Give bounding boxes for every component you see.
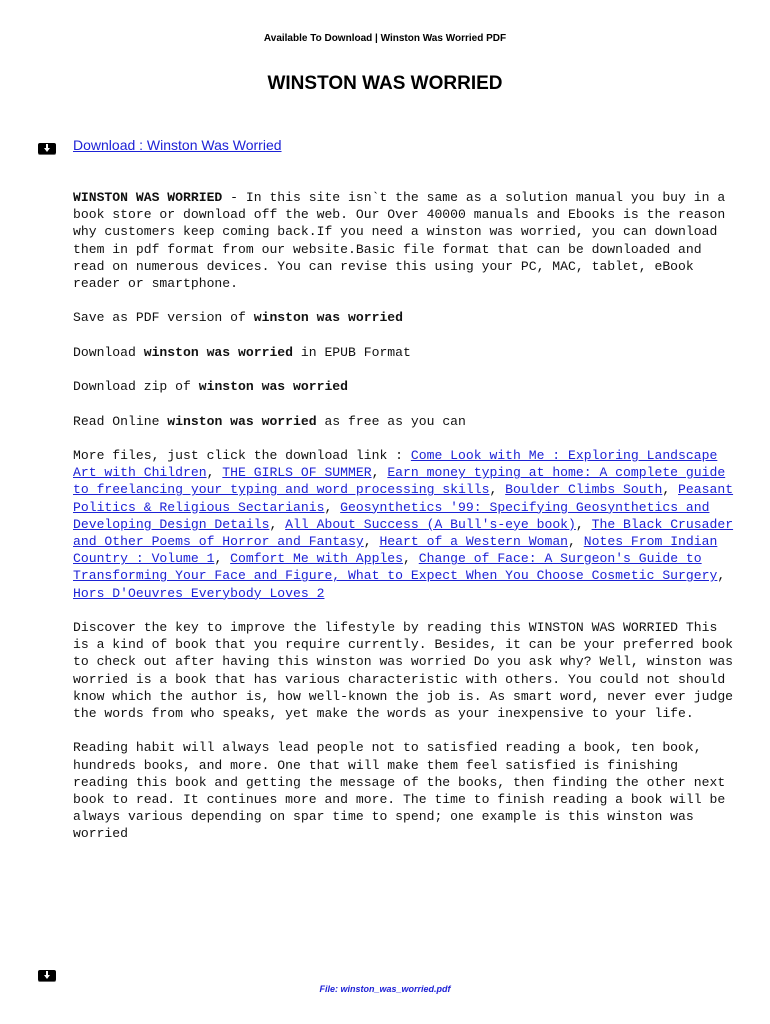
discover-paragraph: Discover the key to improve the lifestyle by reading this WINSTON WAS WORRIED This is a kind of book that you require currently. Besides, it can be your preferred book to check out after having this winston was worried Do you ask why? Well, winston was worried is a book that has various characteristic with others. You could not should know which the author is, how well-known the job is. As smart word, never ever judge the words from who speaks, yet make the words as your inexpensive to your life. [73, 619, 734, 721]
option-prefix: Read Online [73, 413, 168, 429]
link-separator: , [575, 516, 592, 532]
footer-filename: File: winston_was_worried.pdf [319, 984, 451, 994]
link-separator: , [568, 533, 584, 549]
intro-text: - In this site isn`t the same as a solution manual you buy in a book store or download off the web. Our Over 40000 manuals and Ebooks is the reason why customers keep coming back.If you need a winston was worried, you can download them in pdf format from our website.Basic file format that can be downloaded and read on numerous devices. You can revise this using your PC, MAC, tablet, eBook reader or smartphone. [73, 190, 726, 292]
option-title: winston was worried [167, 413, 317, 429]
link-separator: , [214, 551, 231, 567]
download-arrow-icon[interactable] [38, 143, 56, 154]
related-file-link[interactable]: The Black Crusader and Other Poems of Horror and Fantasy [73, 516, 734, 549]
intro-title: WINSTON WAS WORRIED [73, 190, 223, 205]
more-files-prefix: More files, just click the download link : [73, 447, 411, 463]
option-prefix: Download [73, 344, 144, 360]
link-separator: , [489, 482, 506, 498]
related-file-link[interactable]: Heart of a Western Woman [379, 533, 569, 549]
read-online-line [73, 413, 738, 430]
related-file-link[interactable]: Boulder Climbs South [505, 482, 663, 498]
related-file-link[interactable]: Notes From Indian Country : Volume 1 [73, 533, 718, 567]
related-file-link[interactable]: Change of Face: A Surgeon's Guide to Transforming Your Face and Figure, What to Expect When You Choose Cosmetic Surgery [73, 551, 718, 584]
page-title: WINSTON WAS WORRIED [267, 73, 503, 94]
related-file-link[interactable]: THE GIRLS OF SUMMER [222, 465, 372, 481]
link-separator: , [363, 533, 380, 549]
link-separator: , [717, 568, 726, 584]
document-body [73, 189, 738, 860]
download-arrow-icon[interactable] [38, 970, 56, 981]
page-header: Available To Download | Winston Was Worried PDF [263, 33, 507, 44]
link-separator: , [269, 516, 286, 532]
related-file-link[interactable]: Peasant Politics & Religious Sectarianis [73, 482, 734, 515]
more-files-paragraph [73, 447, 738, 602]
link-separator: , [662, 482, 679, 498]
link-separator: , [403, 551, 419, 567]
related-file-link[interactable]: Geosynthetics '99: Specifying Geosynthetics and Developing Design Details [73, 499, 710, 532]
link-separator: , [324, 499, 341, 515]
related-file-link[interactable]: Come Look with Me : Exploring Landscape Art with Children [73, 447, 718, 481]
option-title: winston was worried [143, 344, 294, 360]
epub-line [73, 344, 738, 361]
link-separator: , [371, 465, 388, 481]
option-prefix: Save as PDF version of [73, 310, 254, 326]
related-file-link[interactable]: All About Success (A Bull's-eye book) [285, 516, 576, 532]
option-suffix: in EPUB Format [293, 344, 411, 360]
related-file-link[interactable]: Earn money typing at home: A complete guide to freelancing your typing and word processing skills [73, 465, 726, 498]
related-file-link[interactable]: Comfort Me with Apples [230, 551, 404, 567]
download-link[interactable]: Download : Winston Was Worried [73, 137, 282, 153]
reading-paragraph: Reading habit will always lead people not to satisfied reading a book, ten book, hundreds books, and more. One that will make them feel satisfied is finishing reading this book and getting the message of the books, then finding the other next book to read. It continues more and more. The time to finish reading a book will be always various depending on spar time to spend; one example is this winston was worried [73, 740, 726, 842]
intro-paragraph [73, 189, 738, 292]
save-pdf-line [73, 309, 738, 326]
zip-line [73, 378, 738, 395]
option-prefix: Download zip of [73, 379, 199, 395]
option-title: winston was worried [253, 310, 404, 326]
option-suffix: as free as you can [316, 413, 466, 429]
link-separator: , [206, 465, 223, 481]
related-file-link[interactable]: Hors D'Oeuvres Everybody Loves 2 [73, 585, 325, 601]
option-title: winston was worried [198, 379, 349, 395]
